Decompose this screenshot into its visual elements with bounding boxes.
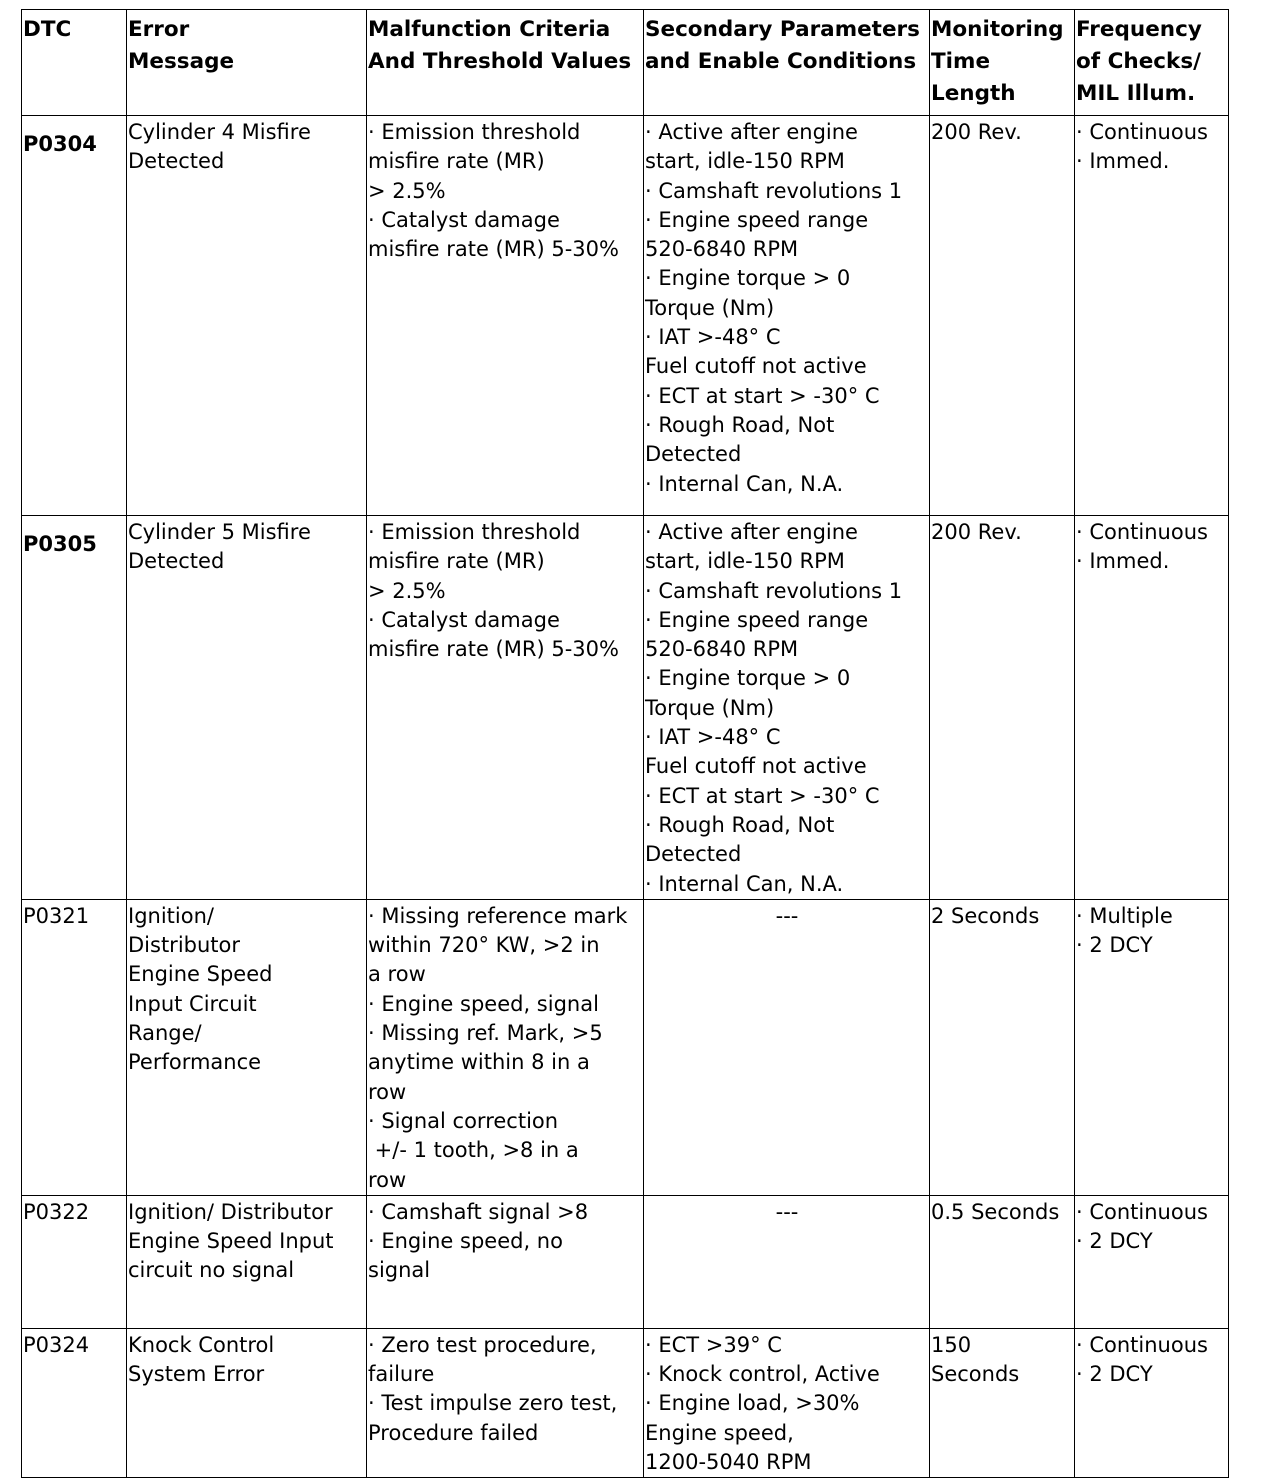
secondary-cell: · Active after engine start, idle-150 RPM · Camshaft revolutions 1 · Engine speed range 520-6840 RPM · Engine torque > 0 Torque (Nm) · IAT >-48° C Fuel cutoff not active · ECT at start > -30° C · Rough Road, Not Detected · Internal Can, N.A.	[644, 516, 930, 900]
time-cell: 0.5 Seconds	[930, 1195, 1075, 1328]
secondary-cell: · ECT >39° C · Knock control, Active · Engine load, >30% Engine speed, 1200-5040 RPM	[644, 1328, 930, 1477]
header-error-message: Error Message	[127, 10, 367, 116]
time-cell: 200 Rev.	[930, 116, 1075, 516]
dtc-cell: P0321	[22, 899, 127, 1195]
criteria-cell: · Zero test procedure, failure · Test impulse zero test, Procedure failed	[367, 1328, 644, 1477]
time-cell: 2 Seconds	[930, 899, 1075, 1195]
table-row	[22, 516, 1229, 900]
frequency-cell: · Continuous · 2 DCY	[1075, 1195, 1229, 1328]
time-cell: 150 Seconds	[930, 1328, 1075, 1477]
header-malfunction-criteria: Malfunction Criteria And Threshold Values	[367, 10, 644, 116]
dtc-cell: P0322	[22, 1195, 127, 1328]
secondary-cell: · Active after engine start, idle-150 RPM · Camshaft revolutions 1 · Engine speed range 520-6840 RPM · Engine torque > 0 Torque (Nm) · IAT >-48° C Fuel cutoff not active · ECT at start > -30° C · Rough Road, Not Detected · Internal Can, N.A.	[644, 116, 930, 516]
header-row	[22, 10, 1229, 116]
time-cell: 200 Rev.	[930, 516, 1075, 900]
dtc-cell: P0324	[22, 1328, 127, 1477]
message-cell: Ignition/ Distributor Engine Speed Input circuit no signal	[127, 1195, 367, 1328]
message-cell: Cylinder 5 Misfire Detected	[127, 516, 367, 900]
frequency-cell: · Continuous · Immed.	[1075, 116, 1229, 516]
criteria-cell: · Emission threshold misfire rate (MR) > 2.5% · Catalyst damage misfire rate (MR) 5-30%	[367, 516, 644, 900]
header-monitoring-time: Monitoring Time Length	[930, 10, 1075, 116]
dtc-cell: P0304	[22, 116, 127, 516]
message-cell: Cylinder 4 Misfire Detected	[127, 116, 367, 516]
message-cell: Knock Control System Error	[127, 1328, 367, 1477]
table-row	[22, 116, 1229, 516]
dtc-cell: P0305	[22, 516, 127, 900]
header-dtc: DTC	[22, 10, 127, 116]
header-secondary-parameters: Secondary Parameters and Enable Conditions	[644, 10, 930, 116]
table-row	[22, 1328, 1229, 1477]
secondary-cell: ---	[644, 1195, 930, 1328]
criteria-cell: · Camshaft signal >8 · Engine speed, no signal	[367, 1195, 644, 1328]
frequency-cell: · Continuous · 2 DCY	[1075, 1328, 1229, 1477]
secondary-cell: ---	[644, 899, 930, 1195]
table-row	[22, 899, 1229, 1195]
header-frequency: Frequency of Checks/ MIL Illum.	[1075, 10, 1229, 116]
table-row	[22, 1195, 1229, 1328]
criteria-cell: · Emission threshold misfire rate (MR) > 2.5% · Catalyst damage misfire rate (MR) 5-30%	[367, 116, 644, 516]
message-cell: Ignition/ Distributor Engine Speed Input Circuit Range/ Performance	[127, 899, 367, 1195]
frequency-cell: · Multiple · 2 DCY	[1075, 899, 1229, 1195]
dtc-table	[21, 9, 1229, 1478]
frequency-cell: · Continuous · Immed.	[1075, 516, 1229, 900]
criteria-cell: · Missing reference mark within 720° KW, >2 in a row · Engine speed, signal · Missing ref. Mark, >5 anytime within 8 in a row · Signal correction +/- 1 tooth, >8 in a row	[367, 899, 644, 1195]
